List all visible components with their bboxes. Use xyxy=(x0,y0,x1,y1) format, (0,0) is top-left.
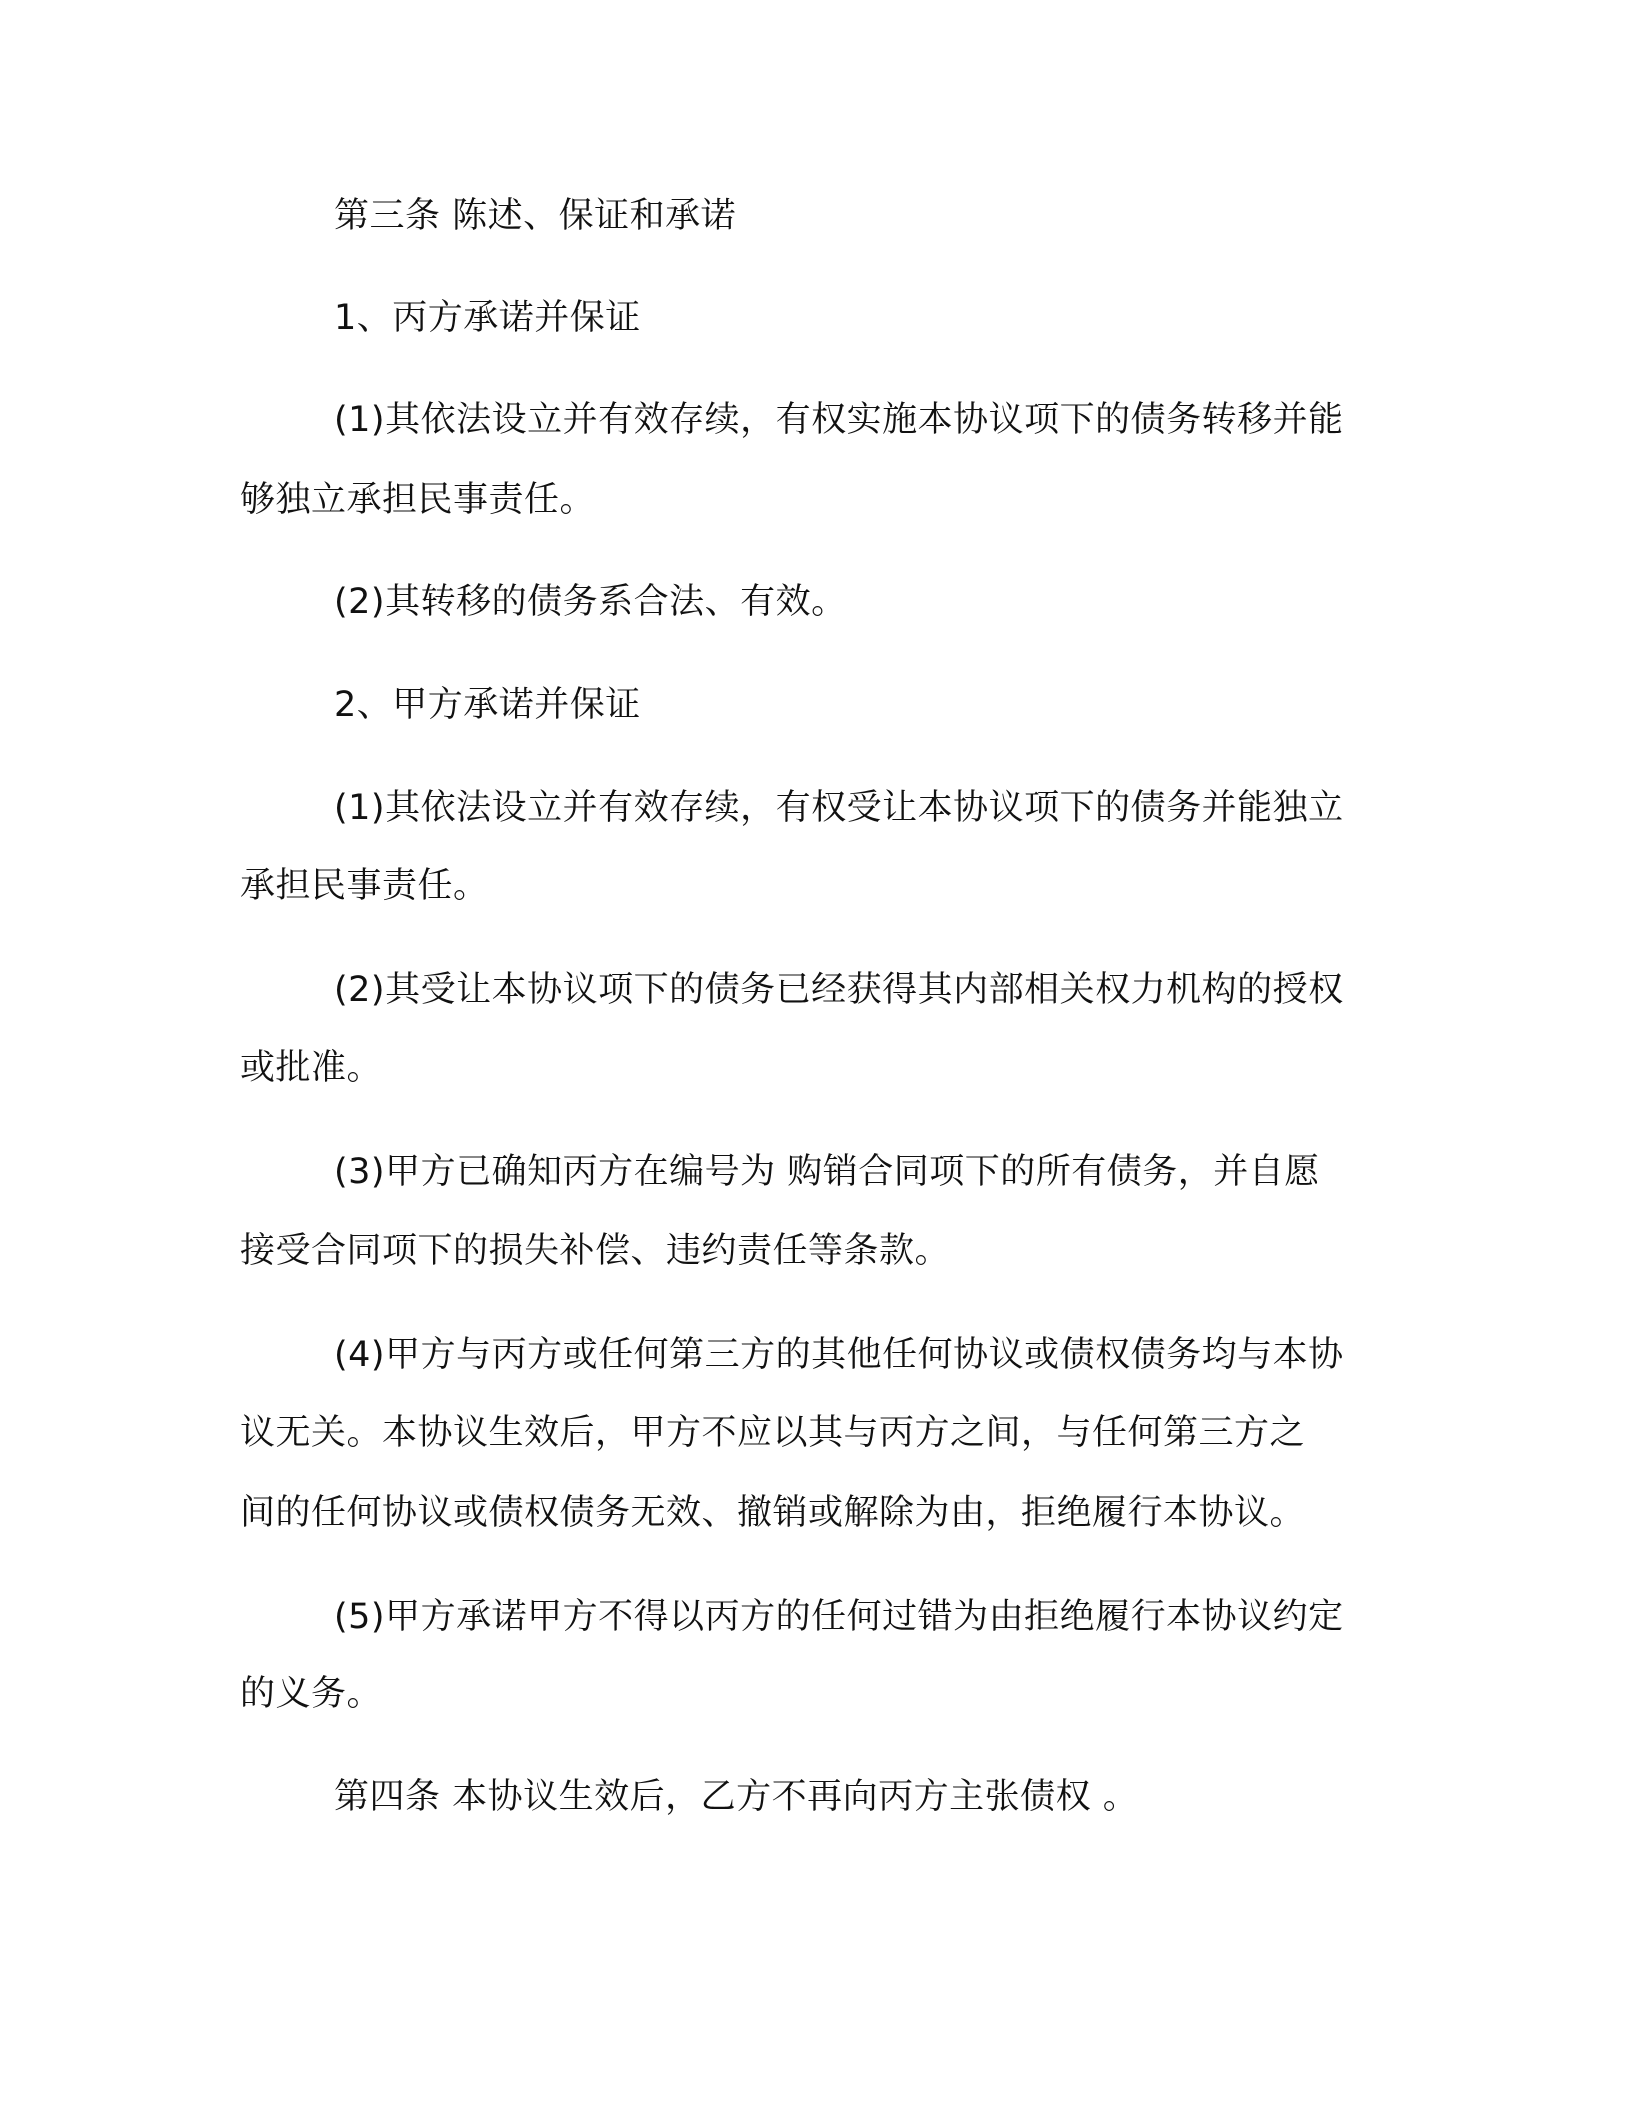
s2-item2-line2: 或批准。 xyxy=(240,1048,383,1088)
section2-heading: 2、甲方承诺并保证 xyxy=(334,685,641,725)
s1-item2: (2)其转移的债务系合法、有效。 xyxy=(334,582,847,622)
s1-item1-line1: (1)其依法设立并有效存续，有权实施本协议项下的债务转移并能 xyxy=(334,400,1344,440)
s2-item4-line3: 间的任何协议或债权债务无效、撤销或解除为由，拒绝履行本协议。 xyxy=(240,1493,1306,1533)
s2-item1-line1: (1)其依法设立并有效存续，有权受让本协议项下的债务并能独立 xyxy=(334,788,1344,828)
article4: 第四条 本协议生效后，乙方不再向丙方主张债权 。 xyxy=(334,1777,1139,1817)
s2-item5-line2: 的义务。 xyxy=(240,1674,383,1714)
s2-item5-line1: (5)甲方承诺甲方不得以丙方的任何过错为由拒绝履行本协议约定 xyxy=(334,1597,1344,1637)
s2-item3-line2: 接受合同项下的损失补偿、违约责任等条款。 xyxy=(240,1231,951,1271)
s2-item1-line2: 承担民事责任。 xyxy=(240,866,489,906)
article3-heading: 第三条 陈述、保证和承诺 xyxy=(334,196,737,236)
s2-item4-line1: (4)甲方与丙方或任何第三方的其他任何协议或债权债务均与本协 xyxy=(334,1335,1344,1375)
s2-item4-line2: 议无关。本协议生效后，甲方不应以其与丙方之间，与任何第三方之 xyxy=(240,1413,1306,1453)
s2-item2-line1: (2)其受让本协议项下的债务已经获得其内部相关权力机构的授权 xyxy=(334,970,1344,1010)
s2-item3-line1: (3)甲方已确知丙方在编号为 购销合同项下的所有债务，并自愿 xyxy=(334,1152,1320,1192)
section1-heading: 1、丙方承诺并保证 xyxy=(334,298,641,338)
s1-item1-line2: 够独立承担民事责任。 xyxy=(240,480,596,520)
